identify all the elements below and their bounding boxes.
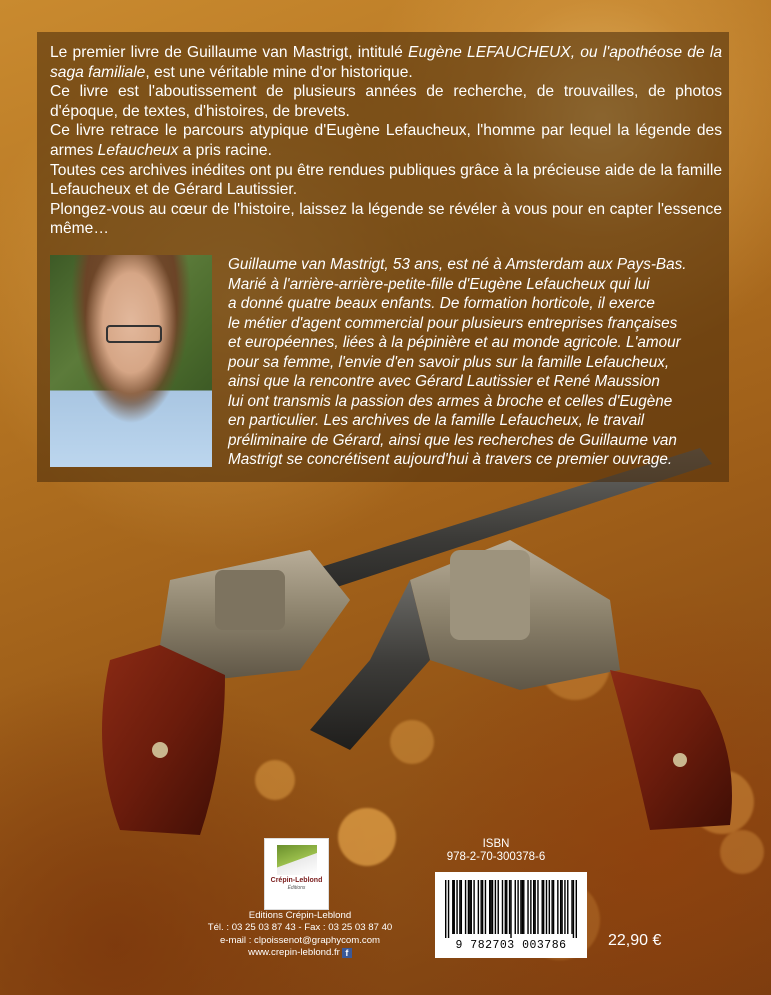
bio-line: Guillaume van Mastrigt, 53 ans, est né à Amsterdam aux Pays-Bas. — [228, 256, 687, 273]
barcode-bar — [502, 880, 503, 934]
intro-text-run: Ce livre est l'aboutissement de plusieurs années de recherche, de trouvailles, de photos d'époque, de textes, d'histoires, de brevets. — [50, 83, 722, 120]
barcode-bar — [456, 880, 457, 934]
barcode-bar — [509, 880, 510, 934]
barcode-bar — [523, 880, 524, 934]
barcode-bar — [534, 880, 535, 934]
bio-line: Marié à l'arrière-arrière-petite-fille d'Eugène Lefaucheux qui lui — [228, 275, 650, 293]
bio-line: et européennes, liées à la pépinière et au monde agricole. L'amour — [228, 334, 681, 351]
intro-text — [50, 43, 722, 239]
barcode-bar — [517, 880, 518, 934]
author-photo — [50, 255, 212, 467]
barcode-bar — [530, 880, 531, 934]
bio-line: préliminaire de Gérard, ainsi que les recherches de Guillaume van — [228, 431, 677, 449]
barcode-bar — [543, 880, 544, 934]
barcode-bar — [505, 880, 506, 934]
intro-text-run: Toutes ces archives inédites ont pu être rendues publiques grâce à la précieuse aide de la famille Lefaucheux et de Gérard Lautissier. — [50, 161, 722, 199]
barcode-bar — [448, 880, 449, 938]
intro-paragraph — [50, 43, 722, 82]
barcode — [435, 872, 587, 958]
barcode-bar — [561, 880, 562, 934]
barcode-bar — [478, 880, 479, 934]
price: 22,90 € — [608, 932, 662, 949]
barcode-bar — [551, 880, 552, 934]
barcode-number: 9 782703 003786 — [455, 939, 567, 952]
barcode-bar — [564, 880, 565, 934]
intro-text-run: Ce livre retrace le parcours atypique d'Eugène Lefaucheux, l'homme par lequel la légende des armes — [50, 122, 722, 159]
intro-paragraph — [50, 200, 722, 239]
barcode-bar — [515, 880, 516, 934]
intro-italic-text: Eugène LEFAUCHEUX, ou l'apothéose de la saga familiale — [50, 44, 722, 81]
barcode-bar — [471, 880, 472, 934]
publisher-logo-name: Crépin-Leblond — [270, 877, 323, 884]
barcode-bar — [510, 880, 511, 938]
barcode-bar — [482, 880, 483, 934]
barcode-bar — [520, 880, 521, 934]
barcode-bar — [527, 880, 528, 934]
bio-line: lui ont transmis la passion des armes à broche et celles d'Eugène — [228, 392, 673, 410]
intro-paragraph — [50, 82, 722, 121]
isbn-number: 978-2-70-300378-6 — [446, 851, 546, 863]
barcode-bar — [465, 880, 466, 934]
barcode-bar — [495, 880, 496, 934]
barcode-bar — [468, 880, 469, 934]
publisher-logo-mark — [277, 845, 317, 875]
revolver-illustration — [50, 430, 750, 850]
publisher-contact — [180, 910, 420, 960]
barcode-bar — [459, 880, 460, 934]
barcode-bar — [445, 880, 446, 938]
barcode-bar — [560, 880, 561, 934]
publisher-phone: Tél. : 03 25 03 87 43 - Fax : 03 25 03 87 40 — [207, 922, 393, 934]
intro-text-run: Plongez-vous au cœur de l'histoire, laissez la légende se révéler à vous pour en capter l'essence même… — [50, 200, 722, 238]
facebook-icon[interactable]: f — [342, 948, 352, 958]
barcode-bar — [576, 880, 577, 938]
barcode-bar — [469, 880, 470, 934]
bio-line: Mastrigt se concrétisent aujourd'hui à travers ce premier ouvrage. — [228, 451, 673, 468]
author-bio — [228, 255, 720, 470]
publisher-website-line — [180, 947, 420, 959]
intro-text-run: , est une véritable mine d'or historique. — [145, 63, 413, 81]
publisher-logo-sub: Éditions — [287, 885, 306, 891]
isbn-label: ISBN — [482, 838, 510, 850]
glasses-shape — [106, 325, 162, 343]
barcode-bar — [549, 880, 550, 934]
bio-line: ainsi que la rencontre avec Gérard Lautissier et René Maussion — [228, 373, 660, 390]
barcode-bar — [573, 880, 574, 938]
barcode-bar — [522, 880, 523, 934]
barcode-bar — [546, 880, 547, 934]
publisher-logo — [264, 838, 329, 910]
barcode-bar — [480, 880, 481, 934]
barcode-bar — [452, 880, 453, 934]
bio-line: le métier d'agent commercial pour plusieurs entreprises françaises — [228, 314, 678, 332]
isbn-block — [440, 838, 552, 864]
bio-line: en particulier. Les archives de la famille Lefaucheux, le travail — [228, 412, 645, 429]
intro-text-run: Le premier livre de Guillaume van Mastrigt, intitulé — [50, 44, 409, 61]
publisher-email[interactable]: e-mail : clpoissenot@graphycom.com — [219, 934, 381, 946]
barcode-bar — [492, 880, 493, 934]
barcode-bar — [473, 880, 474, 934]
intro-paragraph — [50, 161, 722, 200]
barcode-bar — [454, 880, 455, 934]
barcode-bar — [553, 880, 554, 934]
barcode-bar — [537, 880, 538, 934]
barcode-bar — [533, 880, 534, 934]
intro-paragraph — [50, 121, 722, 160]
barcode-bars — [445, 880, 577, 938]
barcode-bar — [567, 880, 568, 934]
publisher-name: Editions Crépin-Leblond — [248, 910, 352, 921]
barcode-bar — [506, 880, 507, 934]
barcode-bar — [489, 880, 490, 934]
barcode-bar — [557, 880, 558, 934]
publisher-website[interactable]: www.crepin-leblond.fr — [248, 947, 340, 959]
barcode-bar — [461, 880, 462, 934]
barcode-bar — [490, 880, 491, 934]
barcode-bar — [498, 880, 499, 934]
bio-line: a donné quatre beaux enfants. De formation horticole, il exerce — [228, 295, 655, 312]
intro-text-run: a pris racine. — [178, 141, 272, 159]
barcode-bar — [542, 880, 543, 934]
intro-italic-text: Lefaucheux — [97, 141, 179, 159]
barcode-bar — [571, 880, 572, 934]
barcode-bar — [485, 880, 486, 934]
bio-line: pour sa femme, l'envie d'en savoir plus sur la famille Lefaucheux, — [228, 353, 670, 371]
